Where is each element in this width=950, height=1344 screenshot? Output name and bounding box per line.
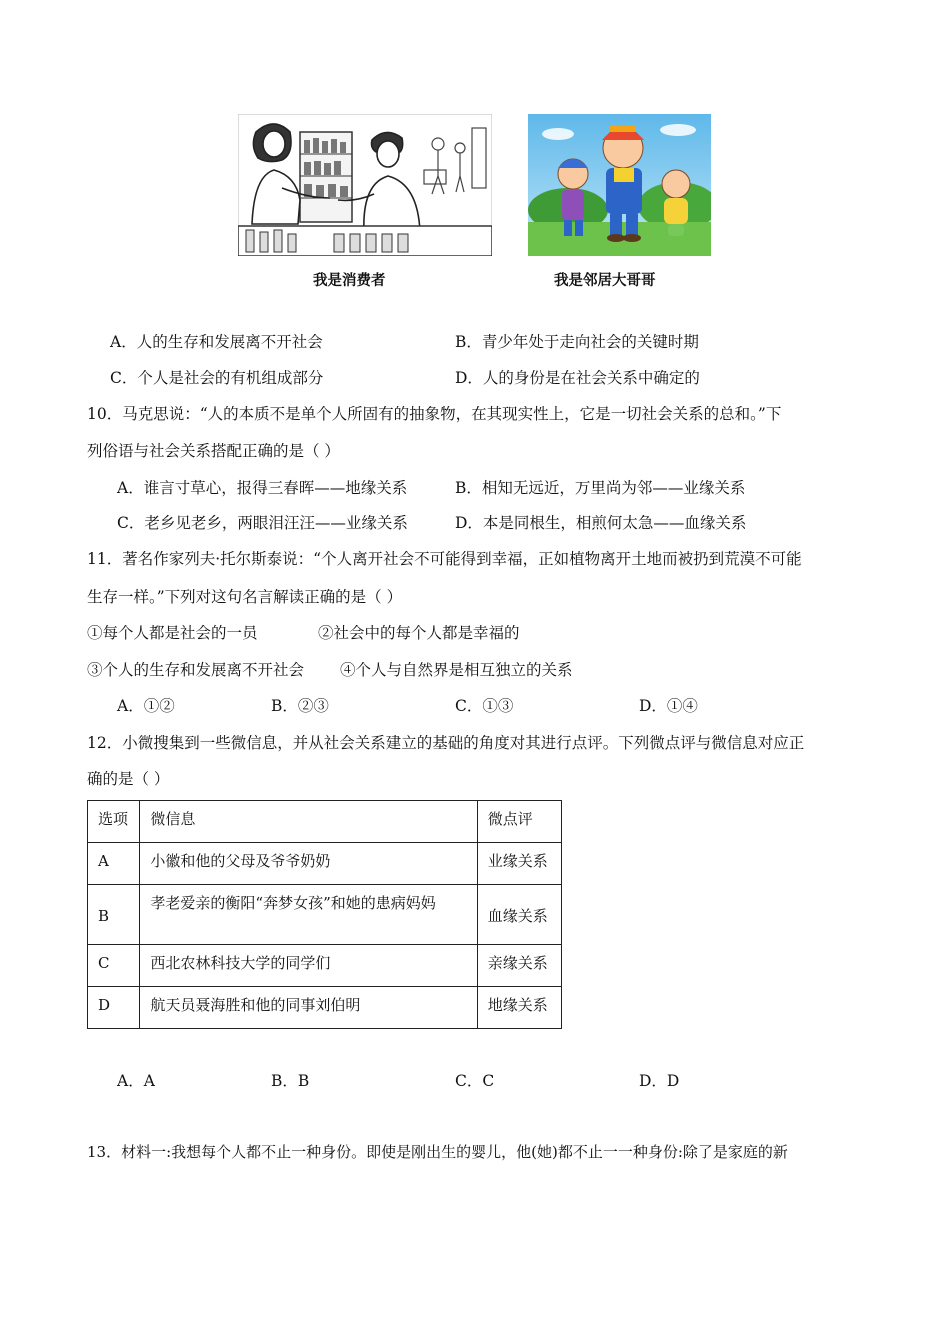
q11-option-c[interactable]: C．①③: [455, 697, 514, 715]
q12-stem-line1: 12．小微搜集到一些微信息，并从社会关系建立的基础的角度对其进行点评。下列微点评与微信息对应正: [87, 734, 805, 752]
q10-option-a[interactable]: A．谁言寸草心，报得三春晖——地缘关系: [117, 479, 408, 497]
row-c-comment: 亲缘关系: [477, 945, 561, 987]
q11-statement-3: ③个人的生存和发展离不开社会: [87, 661, 305, 679]
q9-option-a[interactable]: A．人的生存和发展离不开社会: [110, 333, 323, 351]
q12-stem-line2: 确的是（ ）: [87, 770, 170, 788]
q12-option-d[interactable]: D．D: [639, 1072, 680, 1090]
consumer-caption: 我是消费者: [313, 273, 386, 289]
q9-option-b[interactable]: B．青少年处于走向社会的关键时期: [455, 333, 699, 351]
table-header-row: [88, 801, 562, 843]
table-row: [88, 987, 562, 1029]
row-b-info: 孝老爱亲的衡阳“奔梦女孩”和她的患病妈妈: [140, 885, 477, 945]
row-b-option: B: [88, 885, 140, 945]
q13-material-line1: 13．材料一:我想每个人都不止一种身份。即使是刚出生的婴儿，他(她)都不止一一种身份:除了是家庭的新: [87, 1143, 788, 1161]
row-a-comment: 业缘关系: [477, 843, 561, 885]
row-c-option: C: [88, 945, 140, 987]
q10-option-d[interactable]: D．本是同根生，相煎何太急——血缘关系: [455, 514, 747, 532]
q12-table: [87, 800, 562, 1029]
q11-option-b[interactable]: B．②③: [271, 697, 329, 715]
q11-statement-4: ④个人与自然界是相互独立的关系: [340, 661, 573, 679]
header-comment: 微点评: [477, 801, 561, 843]
q10-stem-line1: 10．马克思说：“人的本质不是单个人所固有的抽象物，在其现实性上，它是一切社会关系的总和。”下: [87, 405, 782, 423]
q11-option-a[interactable]: A．①②: [117, 697, 175, 715]
q12-option-b[interactable]: B．B: [271, 1072, 310, 1090]
row-d-option: D: [88, 987, 140, 1029]
q11-statement-1: ①每个人都是社会的一员: [87, 624, 258, 642]
neighbor-brother-illustration: [528, 114, 711, 256]
row-a-info: 小徽和他的父母及爷爷奶奶: [140, 843, 477, 885]
header-option: 选项: [88, 801, 140, 843]
q10-option-c[interactable]: C．老乡见老乡，两眼泪汪汪——业缘关系: [117, 514, 408, 532]
q11-stem-line2: 生存一样。”下列对这句名言解读正确的是（ ）: [87, 588, 403, 606]
q11-statement-2: ②社会中的每个人都是幸福的: [318, 624, 520, 642]
row-d-info: 航天员聂海胜和他的同事刘伯明: [140, 987, 477, 1029]
row-b-comment: 血缘关系: [477, 885, 561, 945]
q10-option-b[interactable]: B．相知无远近，万里尚为邻——业缘关系: [455, 479, 746, 497]
row-c-info: 西北农林科技大学的同学们: [140, 945, 477, 987]
row-d-comment: 地缘关系: [477, 987, 561, 1029]
q11-option-d[interactable]: D．①④: [639, 697, 698, 715]
table-row: [88, 843, 562, 885]
table-row: [88, 885, 562, 945]
neighbor-brother-caption: 我是邻居大哥哥: [554, 273, 656, 289]
table-row: [88, 945, 562, 987]
q9-option-d[interactable]: D．人的身份是在社会关系中确定的: [455, 369, 700, 387]
consumer-illustration: [238, 114, 492, 256]
q11-stem-line1: 11．著名作家列夫·托尔斯泰说：“个人离开社会不可能得到幸福，正如植物离开土地而被扔到荒漠不可能: [87, 550, 802, 568]
row-a-option: A: [88, 843, 140, 885]
header-info: 微信息: [140, 801, 477, 843]
q12-option-a[interactable]: A．A: [117, 1072, 155, 1090]
q12-option-c[interactable]: C．C: [455, 1072, 495, 1090]
q10-stem-line2: 列俗语与社会关系搭配正确的是（ ）: [87, 442, 340, 460]
q9-option-c[interactable]: C．个人是社会的有机组成部分: [110, 369, 324, 387]
